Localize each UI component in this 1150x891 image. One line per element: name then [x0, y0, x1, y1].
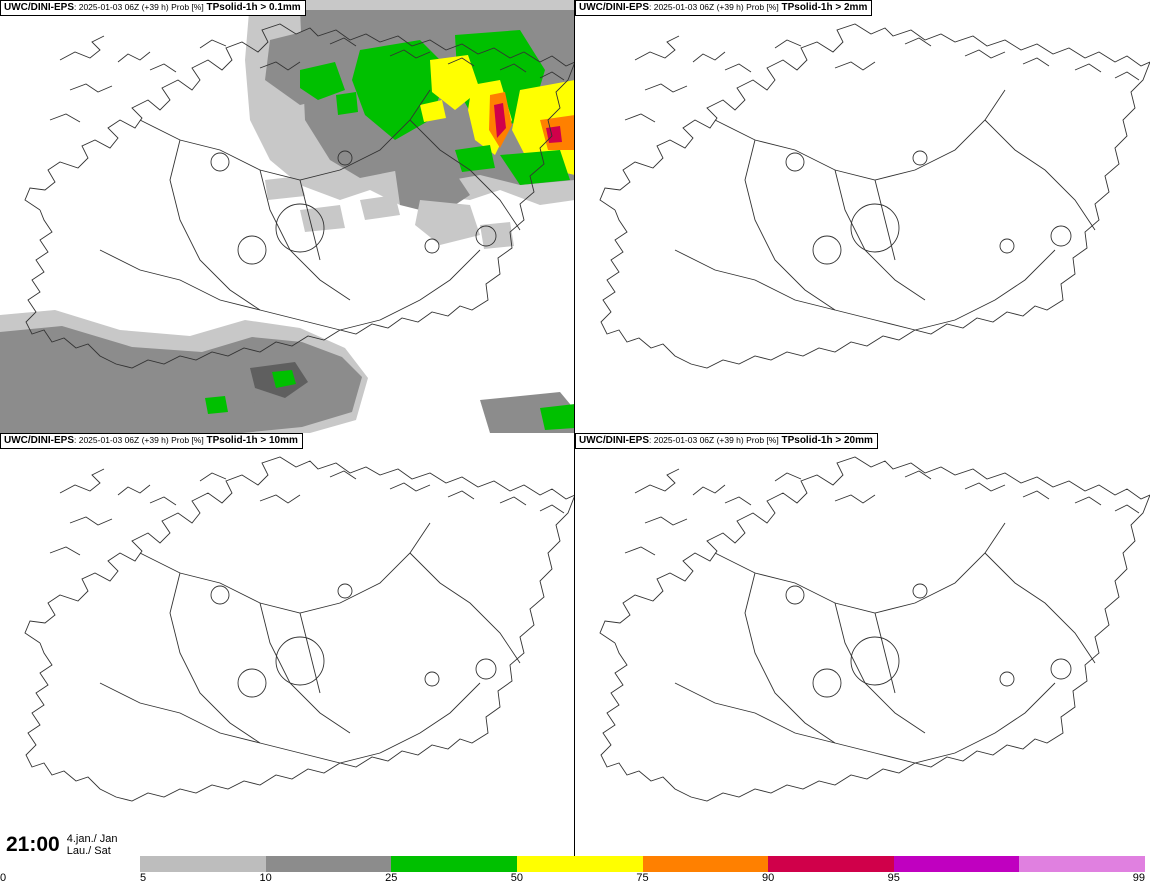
valid-time-box: [0, 824, 135, 866]
map-canvas-0[interactable]: [0, 0, 575, 433]
panel-title-0: [0, 0, 306, 16]
legend-segment-5: [140, 856, 266, 872]
legend-tick-labels: [140, 872, 1145, 886]
legend-segment-10: [266, 856, 392, 872]
panel-model-0: UWC/DINI-EPS: [4, 2, 74, 13]
legend-segment-90: [768, 856, 894, 872]
iceland-map-1: [575, 0, 1150, 433]
panel-title-2: [0, 433, 303, 449]
panel-param-2: TPsolid-1h > 10mm: [206, 435, 298, 446]
coastline: [600, 457, 1150, 801]
probability-legend[interactable]: [140, 856, 1145, 884]
map-panel-0[interactable]: [0, 0, 575, 433]
valid-weekday: Lau./ Sat: [66, 845, 111, 857]
panel-title-1: [575, 0, 872, 16]
legend-segment-99: [1019, 856, 1145, 872]
legend-segment-75: [643, 856, 769, 872]
legend-segment-50: [517, 856, 643, 872]
map-panel-1[interactable]: [575, 0, 1150, 433]
panel-run-3: : 2025-01-03 06Z (+39 h) Prob [%]: [649, 435, 779, 445]
coastline: [600, 24, 1150, 368]
legend-color-bar: [140, 856, 1145, 872]
panel-title-3: [575, 433, 878, 449]
map-panel-3[interactable]: [575, 433, 1150, 866]
legend-label-95: 95: [887, 872, 900, 884]
panel-param-0: TPsolid-1h > 0.1mm: [206, 2, 301, 13]
coastline: [25, 457, 575, 801]
valid-time: 21:00: [6, 833, 60, 856]
valid-date-stack: [60, 833, 118, 857]
panel-model-3: UWC/DINI-EPS: [579, 435, 649, 446]
iceland-map-0: [0, 0, 575, 433]
panel-param-1: TPsolid-1h > 2mm: [781, 2, 868, 13]
probability-shading: [0, 0, 575, 433]
map-canvas-3[interactable]: [575, 433, 1150, 866]
panel-model-2: UWC/DINI-EPS: [4, 435, 74, 446]
panel-param-3: TPsolid-1h > 20mm: [781, 435, 873, 446]
legend-label-75: 75: [636, 872, 649, 884]
panel-model-1: UWC/DINI-EPS: [579, 2, 649, 13]
iceland-map-3: [575, 433, 1150, 866]
legend-segment-95: [894, 856, 1020, 872]
valid-date: 4.jan./ Jan: [66, 833, 118, 845]
legend-label-25: 25: [385, 872, 398, 884]
panel-run-1: : 2025-01-03 06Z (+39 h) Prob [%]: [649, 2, 779, 12]
legend-zero-label: 0: [0, 872, 7, 884]
panel-run-2: : 2025-01-03 06Z (+39 h) Prob [%]: [74, 435, 204, 445]
map-canvas-2[interactable]: [0, 433, 575, 866]
legend-segment-25: [391, 856, 517, 872]
legend-label-50: 50: [510, 872, 523, 884]
iceland-map-2: [0, 433, 575, 866]
legend-label-5: 5: [140, 872, 147, 884]
map-canvas-1[interactable]: [575, 0, 1150, 433]
panel-run-0: : 2025-01-03 06Z (+39 h) Prob [%]: [74, 2, 204, 12]
legend-label-10: 10: [259, 872, 272, 884]
legend-label-99: 99: [1132, 872, 1145, 884]
legend-label-90: 90: [762, 872, 775, 884]
map-panel-2[interactable]: [0, 433, 575, 866]
